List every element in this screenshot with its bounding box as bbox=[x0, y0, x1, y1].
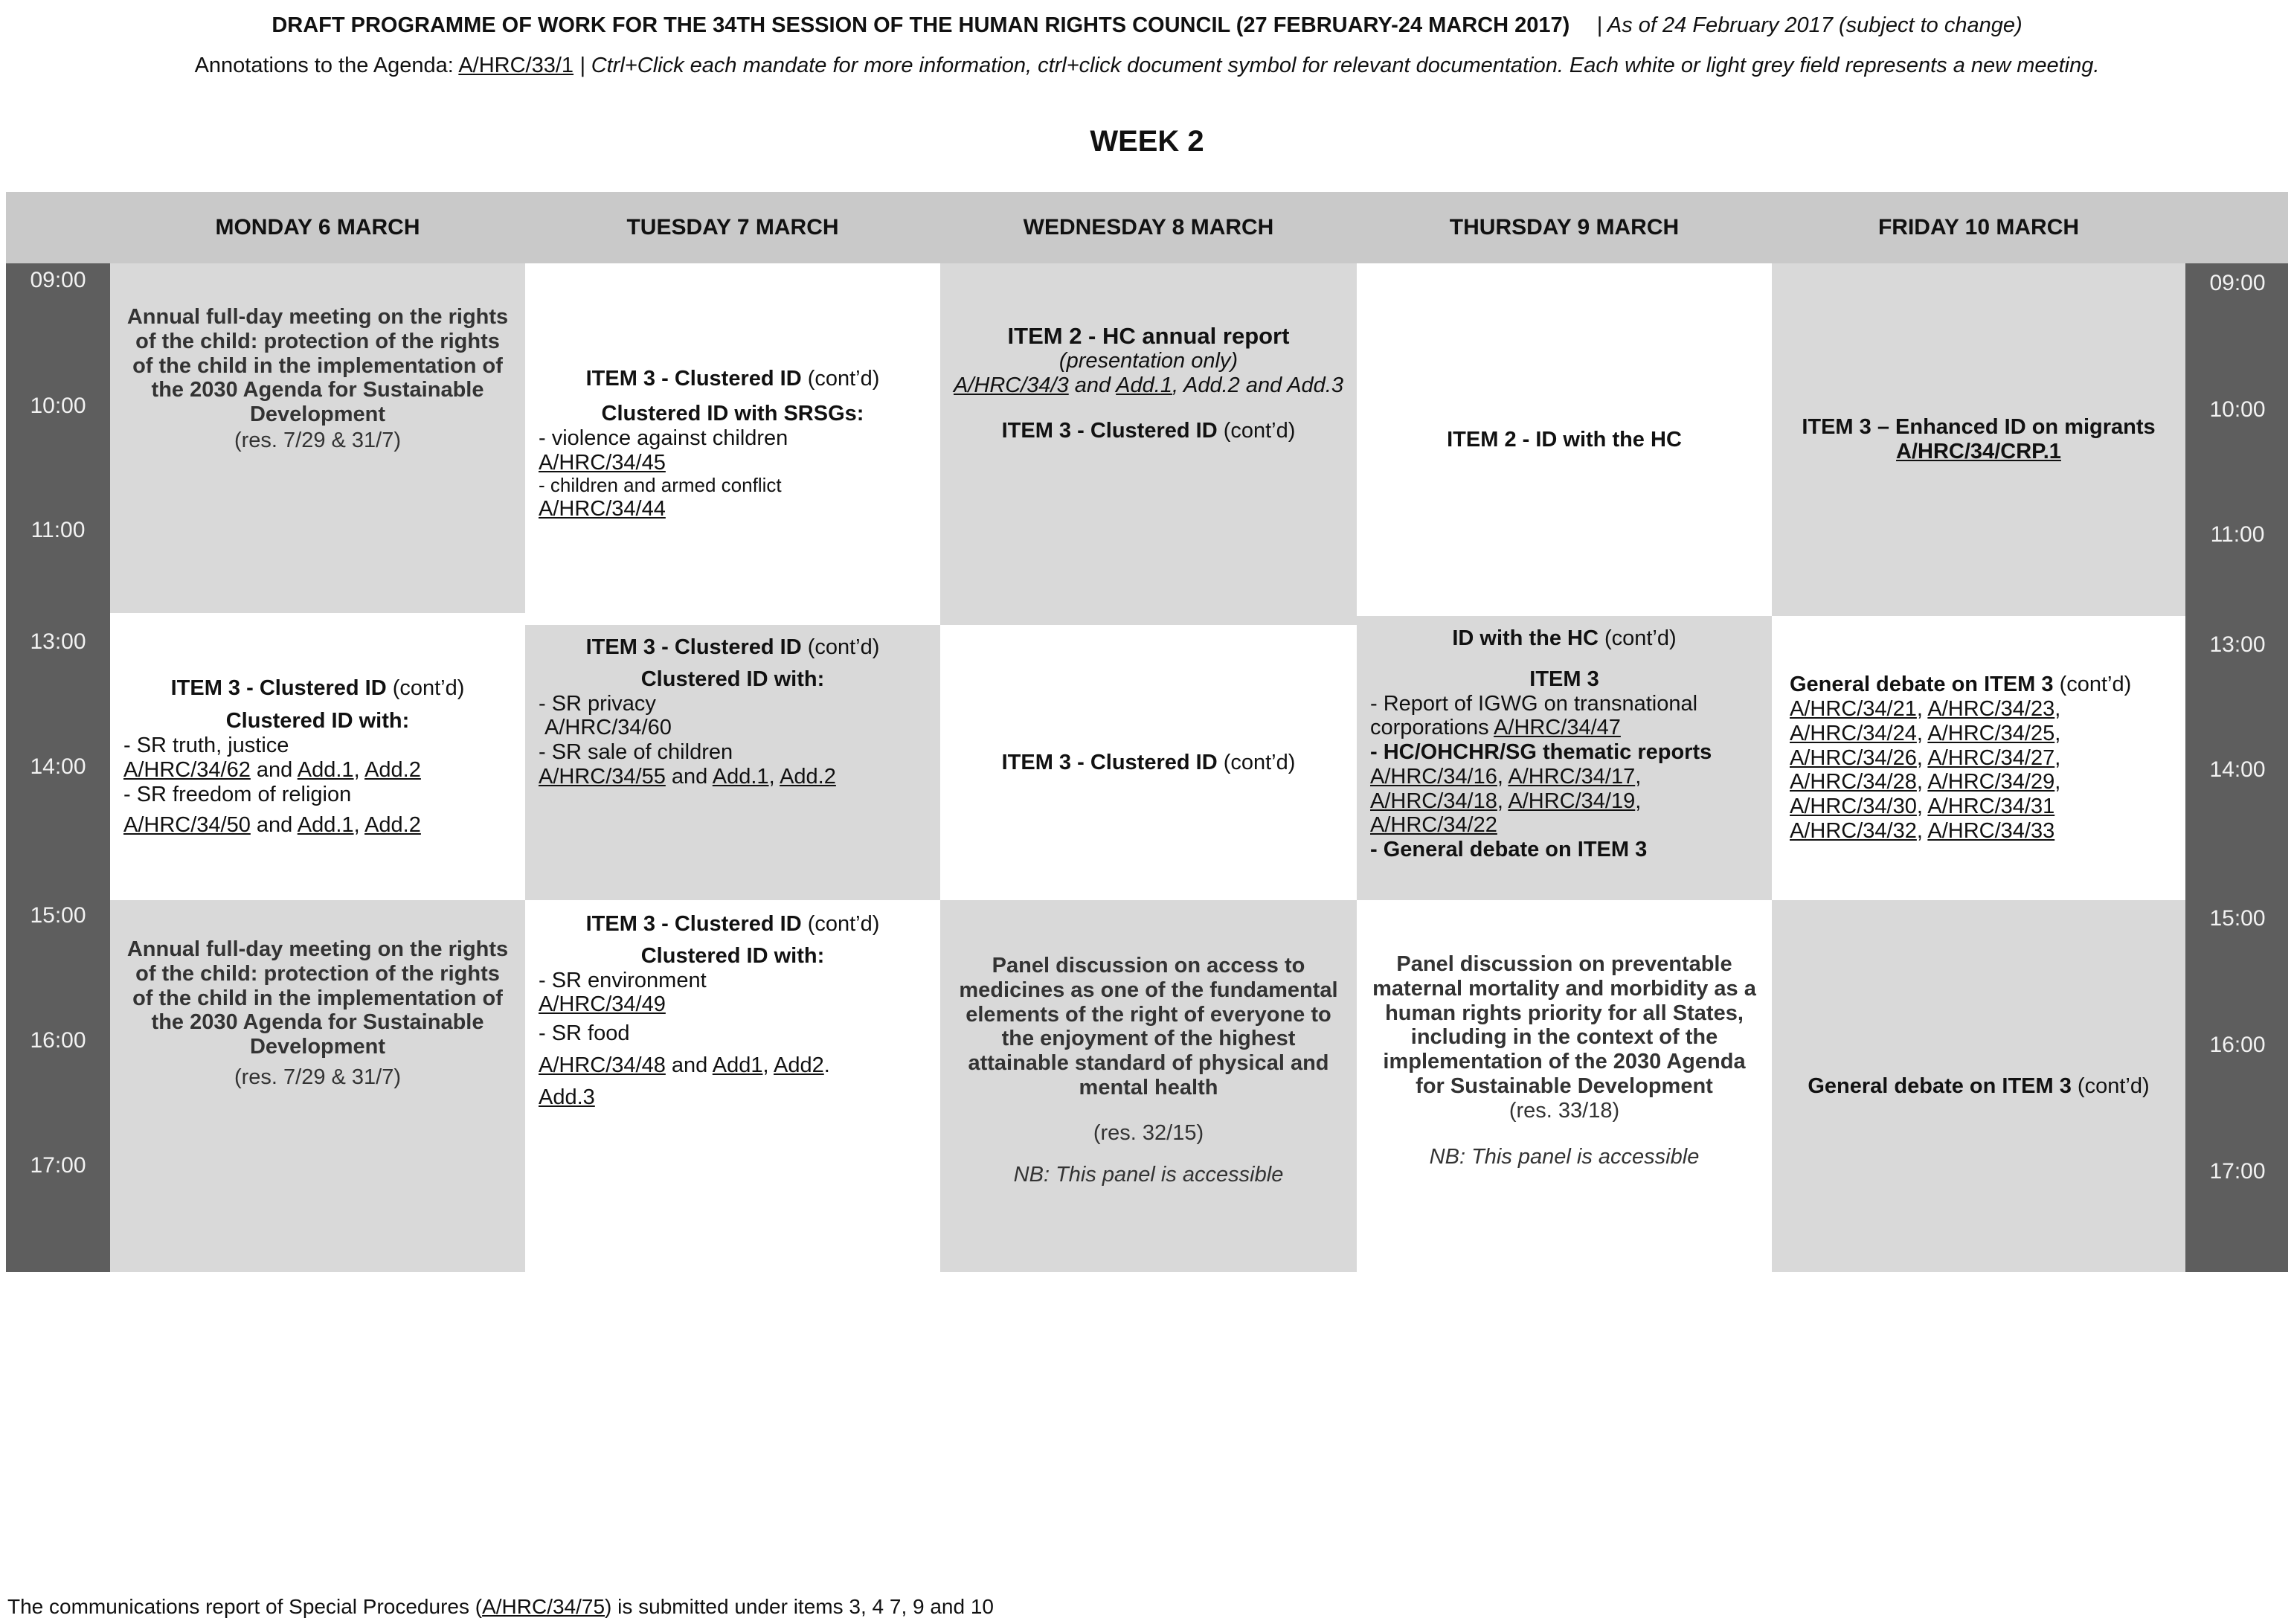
item-title: ITEM 3 – Enhanced ID on migrants bbox=[1802, 415, 2156, 440]
meeting-monday-morning bbox=[110, 263, 525, 613]
day-header-thursday: THURSDAY 9 MARCH bbox=[1357, 192, 1772, 263]
doc-link[interactable]: A/HRC/34/25 bbox=[1927, 721, 2055, 745]
annotations-line bbox=[0, 54, 2294, 78]
meeting-wednesday-morning bbox=[940, 263, 1357, 625]
item-title: ITEM 3 - Clustered ID bbox=[585, 912, 802, 936]
cluster-subtitle: Clustered ID with SRSGs: bbox=[601, 402, 864, 426]
time-column-right bbox=[2185, 263, 2288, 1272]
meeting-friday-afternoon bbox=[1772, 900, 2185, 1272]
cluster-subtitle: Clustered ID with: bbox=[225, 709, 410, 734]
doc-link[interactable]: A/HRC/34/19 bbox=[1508, 789, 1636, 813]
doc-link[interactable]: A/HRC/34/49 bbox=[539, 992, 666, 1017]
meeting-description: Annual full-day meeting on the rights of the child: protection of the rights of the child in the implementation of the 2030 Agenda for Sustainable Development bbox=[126, 937, 509, 1059]
mandate-sr-environment[interactable]: - SR environment bbox=[539, 968, 707, 992]
time-label: 09:00 bbox=[30, 268, 86, 292]
cluster-subtitle: Clustered ID with: bbox=[640, 943, 825, 968]
day-header-friday: FRIDAY 10 MARCH bbox=[1772, 192, 2185, 263]
doc-link[interactable]: A/HRC/34/50 bbox=[123, 812, 251, 837]
annotations-instructions: | Ctrl+Click each mandate for more information, ctrl+click document symbol for relevant documentation. Each white or light grey field represents a new meeting. bbox=[574, 54, 2100, 77]
mandate-sr-sale-of-children[interactable]: - SR sale of children bbox=[539, 740, 733, 765]
contd-label: (cont’d) bbox=[801, 367, 880, 391]
cluster-subtitle: Clustered ID with: bbox=[640, 667, 825, 691]
doc-link[interactable]: A/HRC/34/24 bbox=[1790, 721, 1917, 745]
doc-link[interactable]: A/HRC/34/32 bbox=[1790, 818, 1917, 843]
annotations-prefix: Annotations to the Agenda: bbox=[194, 54, 459, 77]
doc-link[interactable]: A/HRC/34/22 bbox=[1370, 813, 1497, 838]
conjunction: and bbox=[665, 1053, 713, 1077]
item-title: ID with the HC bbox=[1452, 626, 1599, 650]
meeting-tuesday-midday: ITEM 3 - Clustered ID (cont’d) Clustered ID with: - SR privacy A/HRC/34/60 - SR sale of children A/HRC/34/55 and Add.1, Add.2 bbox=[525, 625, 940, 900]
doc-link[interactable]: A/HRC/34/16 bbox=[1370, 764, 1497, 789]
document-title bbox=[0, 13, 2294, 38]
doc-link[interactable]: A/HRC/34/29 bbox=[1927, 770, 2055, 795]
doc-link[interactable]: A/HRC/34/62 bbox=[123, 758, 251, 782]
time-label: 15:00 bbox=[30, 903, 86, 928]
item-title: ITEM 3 - Clustered ID bbox=[585, 367, 802, 391]
doc-link[interactable]: A/HRC/34/47 bbox=[1494, 716, 1621, 740]
doc-link[interactable]: A/HRC/34/55 bbox=[539, 764, 666, 789]
footer-suffix: ) is submitted under items 3, 4 7, 9 and 10 bbox=[605, 1595, 994, 1618]
doc-link[interactable]: A/HRC/34/33 bbox=[1927, 818, 2055, 843]
addendum-link[interactable]: Add.1 bbox=[712, 764, 769, 789]
addendum-link[interactable]: Add.1 bbox=[297, 812, 354, 837]
meeting-thursday-morning bbox=[1357, 263, 1772, 616]
mandate-sr-freedom-religion[interactable]: - SR freedom of religion bbox=[123, 782, 352, 806]
mandate-children-armed-conflict[interactable]: - children and armed conflict bbox=[539, 474, 782, 497]
item-title: ITEM 2 - ID with the HC bbox=[1447, 427, 1682, 452]
addendum-link[interactable]: Add.2 bbox=[364, 812, 421, 837]
time-label: 17:00 bbox=[2209, 1159, 2266, 1184]
contd-label: (cont’d) bbox=[801, 912, 880, 936]
footer-prefix: The communications report of Special Procedures ( bbox=[7, 1595, 483, 1618]
time-label: 11:00 bbox=[2210, 522, 2265, 547]
schedule-grid bbox=[6, 192, 2288, 1272]
meeting-tuesday-afternoon: ITEM 3 - Clustered ID (cont’d) Clustered ID with: - SR environment A/HRC/34/49 - SR food A/HRC/34/48 and Add1, Add2. Add.3 bbox=[525, 900, 940, 1272]
mandate-violence-against-children[interactable]: - violence against children bbox=[539, 426, 788, 450]
time-label: 11:00 bbox=[30, 518, 86, 542]
day-header-tuesday: TUESDAY 7 MARCH bbox=[525, 192, 940, 263]
doc-link[interactable]: A/HRC/34/30 bbox=[1790, 795, 1917, 819]
general-debate-label: - General debate on ITEM 3 bbox=[1370, 838, 1648, 862]
accessibility-note: NB: This panel is accessible bbox=[1013, 1163, 1284, 1187]
meeting-wednesday-midday bbox=[940, 625, 1357, 900]
resolution-ref: (res. 7/29 & 31/7) bbox=[234, 428, 402, 452]
doc-link[interactable]: A/HRC/34/3 bbox=[954, 373, 1069, 397]
meeting-friday-morning bbox=[1772, 263, 2185, 616]
resolution-ref: (res. 32/15) bbox=[1093, 1120, 1204, 1145]
addendum-link[interactable]: Add.3 bbox=[539, 1085, 595, 1109]
doc-link[interactable]: A/HRC/34/48 bbox=[539, 1053, 666, 1077]
mandate-sr-food[interactable]: - SR food bbox=[539, 1021, 630, 1046]
agenda-annotations-link[interactable]: A/HRC/33/1 bbox=[458, 54, 574, 77]
addendum-link[interactable]: Add.2 bbox=[780, 764, 836, 789]
time-label: 10:00 bbox=[30, 394, 86, 418]
day-header-wednesday: WEDNESDAY 8 MARCH bbox=[940, 192, 1357, 263]
panel-description: Panel discussion on preventable maternal mortality and morbidity as a human rights priority for all States, including in the context of the implementation of the 2030 Agenda for Sustainable Development bbox=[1372, 952, 1756, 1098]
time-label: 10:00 bbox=[2209, 397, 2266, 422]
contd-label: (cont’d) bbox=[801, 635, 880, 659]
meeting-tuesday-morning bbox=[525, 263, 940, 625]
doc-link[interactable]: A/HRC/34/31 bbox=[1927, 795, 2055, 819]
doc-link[interactable]: A/HRC/34/CRP.1 bbox=[1896, 440, 2061, 463]
doc-link[interactable]: A/HRC/34/27 bbox=[1927, 745, 2055, 770]
addendum-link[interactable]: Add.1 bbox=[297, 758, 354, 782]
addendum-link[interactable]: Add2 bbox=[774, 1053, 824, 1077]
item-title: General debate on ITEM 3 bbox=[1790, 673, 2054, 697]
doc-link[interactable]: A/HRC/34/17 bbox=[1508, 764, 1636, 789]
communications-report-link[interactable]: A/HRC/34/75 bbox=[482, 1595, 605, 1618]
week-label: WEEK 2 bbox=[1090, 125, 1204, 158]
doc-symbol[interactable]: A/HRC/34/60 bbox=[544, 716, 672, 740]
meeting-thursday-midday: ID with the HC (cont’d) ITEM 3 - Report of IGWG on transnational corporations A/HRC/34/47 - HC/OHCHR/SG thematic reports A/HRC/34/16, A/HRC/34/17, A/HRC/34/18, A/HRC/34/19, A/HRC/34/22 - General debate on ITEM 3 bbox=[1357, 616, 1772, 900]
time-column-left bbox=[6, 263, 110, 1272]
doc-link[interactable]: A/HRC/34/44 bbox=[539, 496, 666, 521]
doc-link[interactable]: A/HRC/34/26 bbox=[1790, 745, 1917, 770]
item-label: ITEM 3 bbox=[1529, 667, 1599, 691]
conjunction: and bbox=[1068, 373, 1117, 397]
contd-label: (cont’d) bbox=[2071, 1073, 2150, 1098]
addendum-link[interactable]: Add.2 bbox=[364, 758, 421, 782]
as-of-note: | As of 24 February 2017 (subject to change) bbox=[1596, 13, 2022, 37]
time-label: 13:00 bbox=[30, 629, 86, 654]
item-title: ITEM 3 - Clustered ID bbox=[170, 675, 387, 700]
presentation-note: (presentation only) bbox=[1058, 349, 1238, 373]
addendum-link[interactable]: Add1 bbox=[712, 1053, 763, 1077]
igwg-report-text: - Report of IGWG on transnational corporations bbox=[1370, 691, 1698, 740]
title-text: DRAFT PROGRAMME OF WORK FOR THE 34TH SESSION OF THE HUMAN RIGHTS COUNCIL (27 FEBRUARY-24 MARCH 2017) bbox=[272, 13, 1570, 37]
meeting-thursday-afternoon bbox=[1357, 900, 1772, 1272]
item-title: ITEM 3 - Clustered ID bbox=[585, 635, 802, 659]
addenda-text: , Add.2 and Add.3 bbox=[1172, 373, 1344, 397]
item-title: ITEM 3 - Clustered ID bbox=[1001, 750, 1218, 774]
mandate-sr-truth-justice[interactable]: - SR truth, justice bbox=[123, 734, 289, 758]
contd-label: (cont’d) bbox=[2053, 673, 2132, 697]
time-label: 14:00 bbox=[2209, 757, 2266, 782]
contd-label: (cont’d) bbox=[1217, 750, 1296, 774]
doc-link[interactable]: A/HRC/34/23 bbox=[1927, 697, 2055, 722]
time-label: 09:00 bbox=[2209, 271, 2266, 295]
meeting-monday-afternoon bbox=[110, 900, 525, 1272]
doc-link[interactable]: A/HRC/34/21 bbox=[1790, 697, 1917, 722]
resolution-ref: (res. 7/29 & 31/7) bbox=[234, 1065, 402, 1089]
accessibility-note: NB: This panel is accessible bbox=[1429, 1145, 1700, 1169]
doc-link[interactable]: A/HRC/34/45 bbox=[539, 450, 666, 475]
panel-description: Panel discussion on access to medicines as one of the fundamental elements of the right of everyone to the enjoyment of the highest attainable standard of physical and mental health bbox=[959, 954, 1338, 1100]
item-title-2: ITEM 3 - Clustered ID bbox=[1001, 418, 1218, 443]
resolution-ref: (res. 33/18) bbox=[1509, 1098, 1620, 1123]
time-label: 15:00 bbox=[2209, 906, 2266, 931]
meeting-monday-midday: ITEM 3 - Clustered ID (cont’d) Clustered ID with: - SR truth, justice A/HRC/34/62 and Add.1, Add.2 - SR freedom of religion A/HRC/34/50 and Add.1, Add.2 bbox=[110, 613, 525, 900]
contd-label: (cont’d) bbox=[386, 675, 465, 700]
meeting-friday-midday: General debate on ITEM 3 (cont’d) A/HRC/34/21, A/HRC/34/23, A/HRC/34/24, A/HRC/34/25, A/HRC/34/26, A/HRC/34/27, A/HRC/34/28, A/HRC/34/29, A/HRC/34/30, A/HRC/34/31 A/HRC/34/32, A/HRC/34/33 bbox=[1772, 616, 2185, 900]
thematic-reports-label: - HC/OHCHR/SG thematic reports bbox=[1370, 740, 1712, 765]
time-label: 16:00 bbox=[2209, 1033, 2266, 1057]
meeting-wednesday-afternoon bbox=[940, 900, 1357, 1272]
item-title: ITEM 2 - HC annual report bbox=[1007, 323, 1290, 349]
doc-link[interactable]: A/HRC/34/18 bbox=[1370, 789, 1497, 813]
mandate-sr-privacy[interactable]: - SR privacy bbox=[539, 691, 656, 716]
day-header-monday: MONDAY 6 MARCH bbox=[110, 192, 525, 263]
item-title: General debate on ITEM 3 bbox=[1808, 1073, 2072, 1098]
contd-label: (cont’d) bbox=[1598, 626, 1677, 650]
doc-link[interactable]: A/HRC/34/28 bbox=[1790, 770, 1917, 795]
time-label: 13:00 bbox=[2209, 632, 2266, 657]
meeting-description: Annual full-day meeting on the rights of the child: protection of the rights of the child in the implementation of the 2030 Agenda for Sustainable Development bbox=[126, 305, 509, 427]
time-label: 14:00 bbox=[30, 754, 86, 779]
contd-label: (cont’d) bbox=[1217, 418, 1296, 443]
time-label: 16:00 bbox=[30, 1028, 86, 1053]
footer-note bbox=[7, 1595, 994, 1619]
time-label: 17:00 bbox=[30, 1153, 86, 1178]
addendum-link[interactable]: Add.1 bbox=[1116, 373, 1172, 397]
